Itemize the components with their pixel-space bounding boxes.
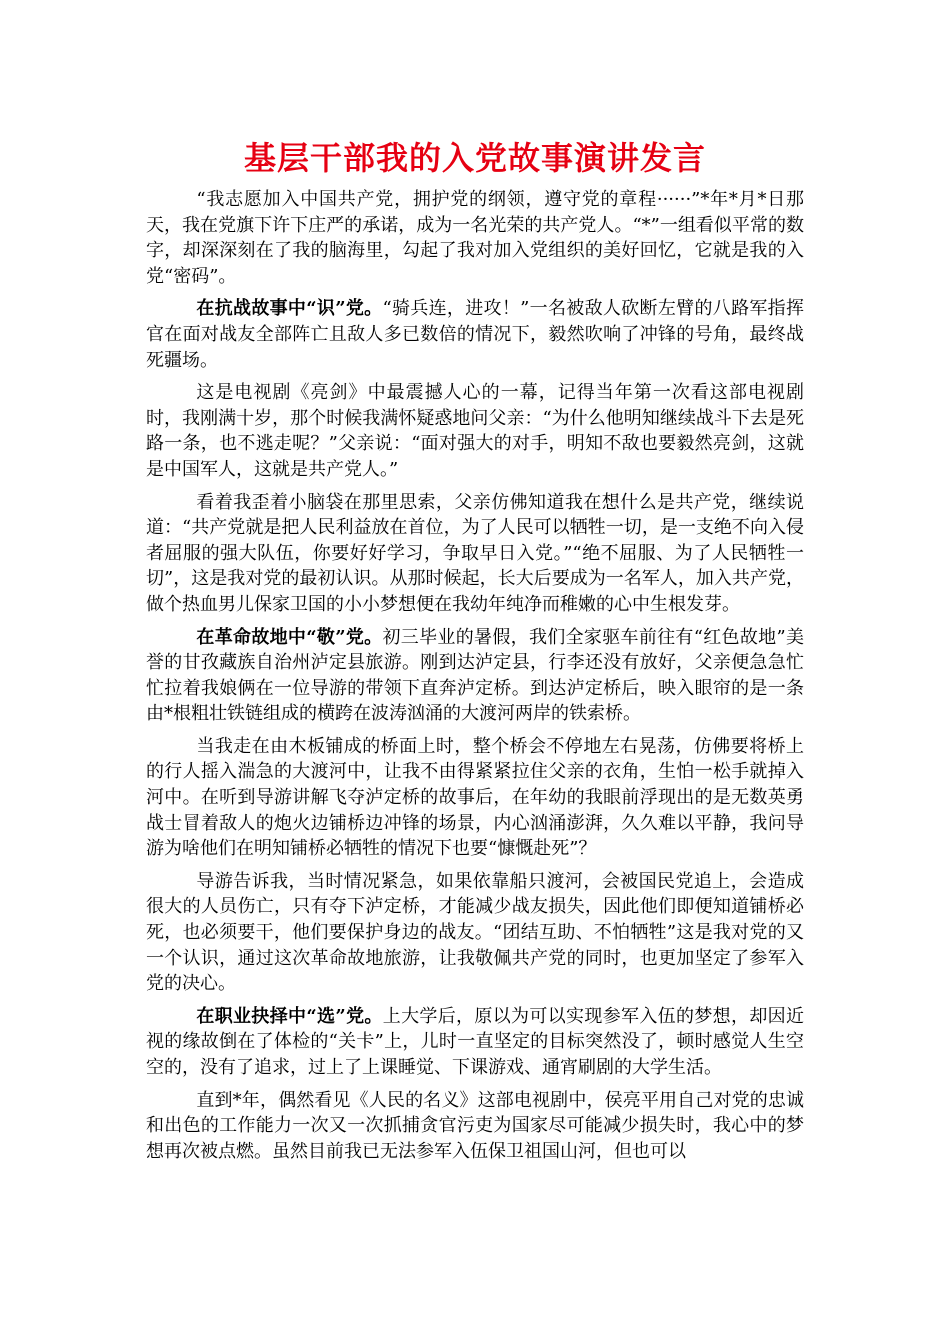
paragraph bbox=[146, 1004, 804, 1081]
paragraph-text: “我志愿加入中国共产党，拥护党的纲领，遵守党的章程······”*年*月*日那天，我在党旗下许下庄严的承诺，成为一名光荣的共产党人。“*”一组看似平常的数字，却深深刻在了我的脑海里，勾起了我对加入党组织的美好回忆，它就是我的入党“密码”。 bbox=[146, 189, 804, 287]
section-heading: 在职业抉择中“选”党。 bbox=[196, 1005, 383, 1027]
paragraph bbox=[146, 490, 804, 618]
paragraph bbox=[146, 625, 804, 727]
paragraph bbox=[146, 187, 804, 289]
paragraph bbox=[146, 734, 804, 862]
section-heading: 在抗战故事中“识”党。 bbox=[196, 298, 383, 320]
paragraph-text: 看着我歪着小脑袋在那里思索，父亲仿佛知道我在想什么是共产党，继续说道：“共产党就是把人民利益放在首位，为了人民可以牺牲一切，是一支绝不向入侵者屈服的强大队伍，你要好好学习，争取早日入党。”“绝不屈服、为了人民牺牲一切”，这是我对党的最初认识。从那时候起，长大后要成为一名军人，加入共产党，做个热血男儿保家卫国的小小梦想便在我幼年纯净而稚嫩的心中生根发芽。 bbox=[146, 491, 804, 615]
page-title: 基层干部我的入党故事演讲发言 bbox=[243, 139, 706, 177]
paragraph bbox=[146, 1088, 804, 1165]
document-body bbox=[146, 187, 804, 1171]
paragraph bbox=[146, 296, 804, 373]
paragraph-text: 当我走在由木板铺成的桥面上时，整个桥会不停地左右晃荡，仿佛要将桥上的行人摇入湍急的大渡河中，让我不由得紧紧拉住父亲的衣角，生怕一松手就掉入河中。在听到导游讲解飞夺泸定桥的故事后，在年幼的我眼前浮现出的是无数英勇战士冒着敌人的炮火边铺桥边冲锋的场景，内心汹涌澎湃，久久难以平静，我问导游为啥他们在明知铺桥必牺牲的情况下也要“慷慨赴死”？ bbox=[146, 735, 804, 860]
paragraph-text: 这是电视剧《亮剑》中最震撼人心的一幕，记得当年第一次看这部电视剧时，我刚满十岁，那个时候我满怀疑惑地问父亲：“为什么他明知继续战斗下去是死路一条，也不逃走呢？”父亲说：“面对强大的对手，明知不敌也要毅然亮剑，这就是中国军人，这就是共产党人。” bbox=[146, 382, 804, 480]
paragraph-text: “骑兵连，进攻！”一名被敌人砍断左臂的八路军指挥官在面对战友全部阵亡且敌人多已数倍的情况下，毅然吹响了冲锋的号角，最终战死疆场。 bbox=[146, 298, 804, 371]
section-heading: 在革命故地中“敬”党。 bbox=[196, 626, 383, 648]
paragraph-text: 上大学后，原以为可以实现参军入伍的梦想，却因近视的缘故倒在了体检的“关卡”上，儿时一直坚定的目标突然没了，顿时感觉人生空空的，没有了追求，过上了上课睡觉、下课游戏、通宵刷剧的大学生活。 bbox=[146, 1005, 804, 1078]
paragraph bbox=[146, 380, 804, 482]
paragraph bbox=[146, 869, 804, 997]
paragraph-text: 初三毕业的暑假，我们全家驱车前往有“红色故地”美誉的甘孜藏族自治州泸定县旅游。刚到达泸定县，行李还没有放好，父亲便急急忙忙拉着我娘俩在一位导游的带领下直奔泸定桥。到达泸定桥后，映入眼帘的是一条由*根粗壮铁链组成的横跨在波涛汹涌的大渡河两岸的铁索桥。 bbox=[146, 626, 804, 725]
paragraph-text: 直到*年，偶然看见《人民的名义》这部电视剧中，侯亮平用自己对党的忠诚和出色的工作能力一次又一次抓捕贪官污吏为国家尽可能减少损失时，我心中的梦想再次被点燃。虽然目前我已无法参军入伍保卫祖国山河，但也可以 bbox=[146, 1089, 804, 1162]
paragraph-text: 导游告诉我，当时情况紧急，如果依靠船只渡河，会被国民党追上，会造成很大的人员伤亡，只有夺下泸定桥，才能减少战友损失，因此他们即便知道铺桥必死，也必须要干，他们要保护身边的战友。“团结互助、不怕牺牲”这是我对党的又一个认识，通过这次革命故地旅游，让我敬佩共产党的同时，也更加坚定了参军入党的决心。 bbox=[146, 870, 804, 995]
